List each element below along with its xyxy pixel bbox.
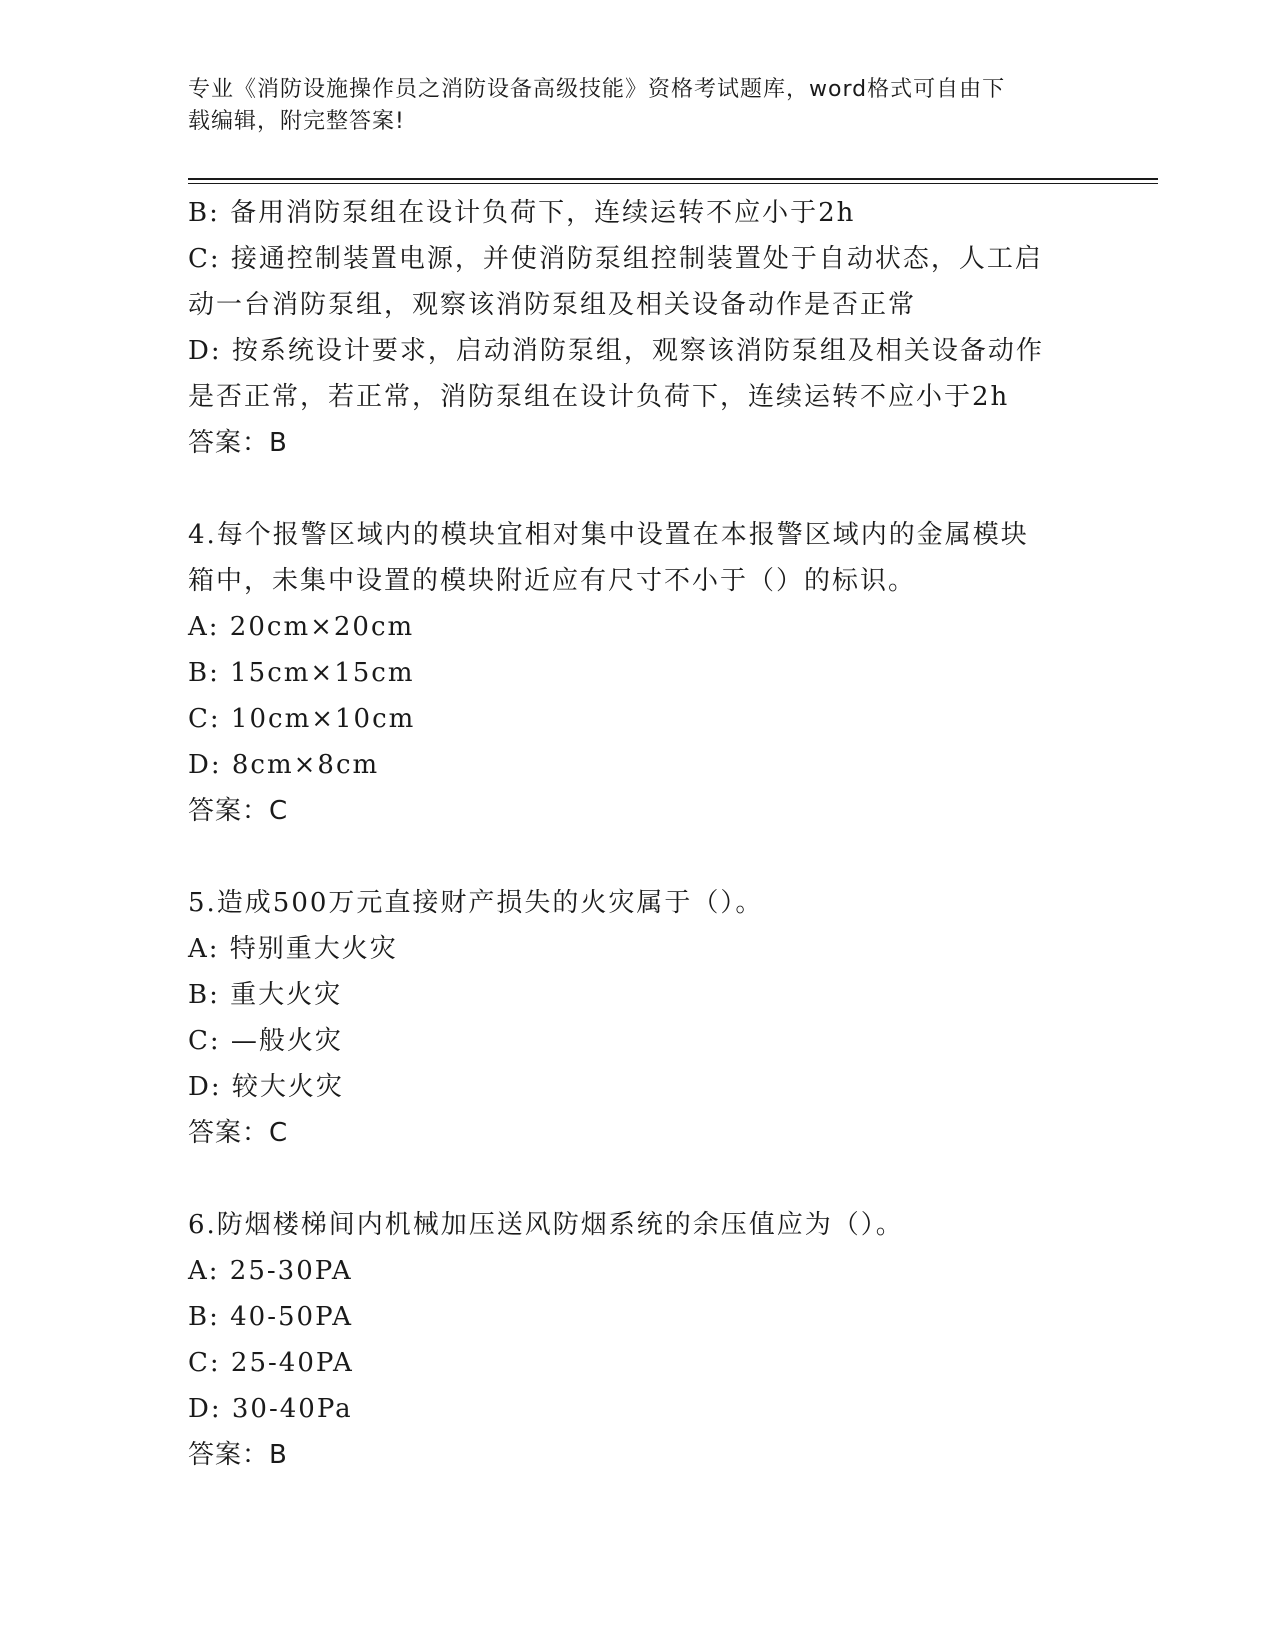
option-d: D: 较大火灾 (188, 1072, 344, 1102)
answer-line: 答案：C (188, 1118, 289, 1148)
question-text: 4.每个报警区域内的模块宜相对集中设置在本报警区域内的金属模块 (188, 520, 1029, 550)
option-line: C: 接通控制装置电源，并使消防泵组控制装置处于自动状态，人工启 (188, 244, 1043, 274)
question-text: 箱中，未集中设置的模块附近应有尺寸不小于（）的标识。 (188, 566, 917, 596)
option-c: C: 10cm×10cm (188, 704, 416, 734)
question-4 (188, 512, 1088, 834)
answer-line: 答案：C (188, 796, 289, 826)
question-5 (188, 880, 1088, 1156)
option-b: B: 40-50PA (188, 1302, 353, 1332)
answer-line: 答案：B (188, 1440, 288, 1470)
option-d: D: 30-40Pa (188, 1394, 353, 1424)
header-divider-thick (188, 178, 1158, 180)
question-content (188, 190, 1088, 1478)
question-text: 5.造成500万元直接财产损失的火灾属于（）。 (188, 888, 764, 918)
spacer (188, 466, 1088, 512)
option-c: C: 25-40PA (188, 1348, 354, 1378)
option-line: D: 按系统设计要求，启动消防泵组，观察该消防泵组及相关设备动作 (188, 336, 1044, 366)
option-d: D: 8cm×8cm (188, 750, 380, 780)
spacer (188, 834, 1088, 880)
option-a: A: 特别重大火灾 (188, 934, 398, 964)
spacer (188, 1156, 1088, 1202)
answer-line: 答案：B (188, 428, 288, 458)
document-header (188, 74, 1068, 138)
option-line: 是否正常，若正常，消防泵组在设计负荷下，连续运转不应小于2h (188, 382, 1010, 412)
option-a: A: 20cm×20cm (188, 612, 415, 642)
option-b: B: 15cm×15cm (188, 658, 415, 688)
header-divider-thin (188, 183, 1158, 184)
question-text: 6.防烟楼梯间内机械加压送风防烟系统的余压值应为（）。 (188, 1210, 904, 1240)
option-c: C: —般火灾 (188, 1026, 343, 1056)
option-line: 动一台消防泵组，观察该消防泵组及相关设备动作是否正常 (188, 290, 917, 320)
header-line-1: 专业《消防设施操作员之消防设备高级技能》资格考试题库，word格式可自由下 (188, 77, 1006, 102)
header-line-2: 载编辑，附完整答案! (188, 109, 405, 134)
question-6 (188, 1202, 1088, 1478)
option-b: B: 重大火灾 (188, 980, 343, 1010)
option-a: A: 25-30PA (188, 1256, 353, 1286)
question-continued (188, 190, 1088, 466)
option-line: B: 备用消防泵组在设计负荷下，连续运转不应小于2h (188, 198, 856, 228)
